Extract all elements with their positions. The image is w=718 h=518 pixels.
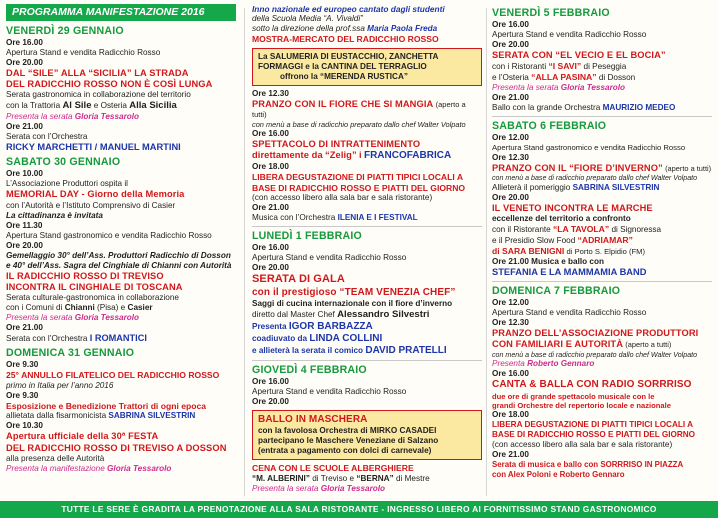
text: coadiuvato da <box>252 333 308 343</box>
event-title: IL RADICCHIO ROSSO DI TREVISO <box>6 270 164 281</box>
text: di Porto S. Elpidio (FM) <box>566 246 646 256</box>
orchestra-name: RICKY MARCHETTI / MANUEL MARTINI <box>6 141 181 152</box>
text-line <box>6 333 236 344</box>
presenter-line <box>492 359 712 369</box>
text: diretto dal Master Chef <box>252 309 335 319</box>
event-title: Apertura ufficiale della 30ª FESTA <box>6 431 159 442</box>
text-line <box>492 72 712 83</box>
text-line: L’Associazione Produttori ospita il <box>6 179 128 189</box>
presenter-line <box>6 464 236 474</box>
event-title: MEMORIAL DAY - Giorno della Memoria <box>6 189 185 200</box>
event-day-sat-30 <box>6 156 236 344</box>
host-name: LINDA COLLINI <box>309 332 383 344</box>
text-line <box>252 24 482 34</box>
school-name: “BERNA” <box>356 473 394 483</box>
event-title: SPETTACOLO DI INTRATTENIMENTO <box>252 138 421 149</box>
text-line: con menù a base di radicchio preparato dallo chef Walter Volpato <box>492 173 698 182</box>
text-line <box>252 474 482 484</box>
box-line: partecipano le Maschere Veneziane di Salzano <box>258 436 439 446</box>
presenter-name: Gloria Tessarolo <box>107 463 172 473</box>
presenter-line <box>6 313 236 323</box>
event-day-sun-7 <box>492 285 712 479</box>
text: Presenta la serata <box>492 83 559 93</box>
presenter-name: Gloria Tessarolo <box>74 111 140 121</box>
text-line: Apertura Stand e vendita Radicchio Rosso <box>252 253 407 263</box>
text: di Peseggia <box>583 62 627 72</box>
date-heading: VENERDÌ 29 GENNAIO <box>6 24 124 37</box>
event-title-line <box>252 150 482 162</box>
restaurant-name: “I SAVI” <box>548 61 582 72</box>
divider <box>492 116 712 117</box>
text: Presenta la serata <box>6 313 73 323</box>
event-title: LIBERA DEGUSTAZIONE DI PIATTI TIPICI LOCALI A <box>252 172 464 183</box>
box-line: (entrata a pagamento con dolci di carnevale) <box>258 446 432 456</box>
text: e il Presidio Slow Food <box>492 235 576 245</box>
restaurant-name: “LA TAVOLA” <box>553 223 610 234</box>
footer-banner: TUTTE LE SERE È GRADITA LA PRENOTAZIONE ALLA SALA RISTORANTE - INGRESSO LIBERO AI FORNITISSIMO STAND GASTRONOMICO <box>0 501 718 518</box>
text: Musica con l’Orchestra <box>252 213 336 223</box>
presenter-name: Gloria Tessarolo <box>320 483 386 493</box>
text: Serata con l’Orchestra <box>6 334 88 344</box>
venue-name: Al Sile <box>62 100 92 112</box>
event-title: Esposizione e Benedizione Trattori di ogni epoca <box>6 400 207 411</box>
text-line: due ore di grande spettacolo musicale con le <box>492 391 655 401</box>
text: Presenta <box>492 359 525 369</box>
text: Presenta la manifestazione <box>6 463 105 473</box>
text-line <box>6 100 236 112</box>
event-title: INCONTRA IL CINGHIALE DI TOSCANA <box>6 281 183 292</box>
band-name: STEFANIA E LA MAMMAMIA BAND <box>492 266 647 277</box>
text-line <box>492 257 712 267</box>
text-line: Gemellaggio 30° dell’Ass. Produttori Radicchio di Dosson <box>6 250 231 260</box>
event-title: SERATA CON “EL VECIO E EL BOCIA” <box>492 49 666 60</box>
ballo-box <box>252 410 482 460</box>
event-day-fri-29 <box>6 25 236 153</box>
date-heading: DOMENICA 7 FEBBRAIO <box>492 285 621 298</box>
text-line: alla presenza delle Autorità <box>6 453 105 463</box>
event-title: 25° ANNULLO FILATELICO DEL RADICCHIO ROSSO <box>6 370 220 381</box>
text-line <box>492 235 712 246</box>
box-line: FORMAGGI e la CANTINA DEL TERRAGLIO <box>258 61 427 71</box>
presenter-name: Gloria Tessarolo <box>560 83 626 93</box>
date-heading: SABATO 6 FEBBRAIO <box>492 120 607 133</box>
column-left <box>6 4 236 500</box>
text-line: Inno nazionale ed europeo cantato dagli studenti <box>252 4 445 14</box>
date-heading: LUNEDÌ 1 FEBBRAIO <box>252 230 362 243</box>
time: Ore 11.30 <box>6 220 43 230</box>
event-day-thu-4 <box>252 364 482 407</box>
text: sotto la direzione della prof.ssa <box>252 24 365 34</box>
event-title: DAL “SILE” ALLA “SICILIA” LA STRADA <box>6 67 189 78</box>
text-line: Serata gastronomica in collaborazione del territorio <box>6 90 191 100</box>
column-divider <box>486 8 487 496</box>
text: (Pisa) e <box>97 303 126 313</box>
text: di Dosson <box>598 73 636 83</box>
school-name: “M. ALBERINI” <box>252 473 310 483</box>
event-day-mon-1 <box>252 230 482 357</box>
event-title: DEL RADICCHIO ROSSO NON È COSÌ LUNGA <box>6 79 213 90</box>
event-day-sat-6 <box>492 120 712 278</box>
time: Ore 10.00 <box>6 169 43 179</box>
text-line <box>6 411 236 421</box>
restaurant-name: “ADRIAMAR” <box>577 234 633 245</box>
time: Ore 16.00 <box>252 377 289 387</box>
teacher-name: Maria Paola Freda <box>367 24 438 34</box>
text-line <box>492 61 712 72</box>
event-title: CENA CON LE SCUOLE ALBERGHIERE <box>252 463 414 474</box>
event-title: Serata di musica e ballo con SORRRISO IN PIAZZA <box>492 460 684 470</box>
text-line <box>492 103 712 113</box>
text-line: della Scuola Media “A. Vivaldi” <box>252 14 363 24</box>
presenter-line <box>252 484 482 494</box>
time: Ore 21.00 <box>6 121 43 131</box>
presenter-line <box>6 112 236 122</box>
text-line <box>252 345 482 357</box>
presenter-line <box>492 83 712 93</box>
text-line: (con accesso libero alla sala bar e sala ristorante) <box>492 440 673 450</box>
event-title: con il prestigioso “TEAM VENEZIA CHEF” <box>252 286 456 298</box>
text: e allieterà la serata il comico <box>252 346 364 356</box>
time: Ore 20.00 <box>492 39 529 49</box>
text: Allieterà il pomeriggio <box>492 182 571 192</box>
text: Presenta <box>252 321 287 331</box>
time: Ore 18.00 <box>252 162 289 172</box>
column-divider <box>244 8 245 496</box>
text: di Mestre <box>395 473 430 483</box>
time: Ore 21.00 <box>492 450 529 460</box>
time: Ore 21.00 <box>6 323 43 333</box>
text: e Osteria <box>93 101 127 111</box>
text-line <box>492 183 712 193</box>
time: Ore 16.00 <box>492 19 529 29</box>
text-line: Apertura Stand gastronomico e vendita Radicchio Rosso <box>492 143 686 153</box>
comedian-name: DAVID PRATELLI <box>365 345 447 357</box>
time: Ore 21.00 <box>492 93 529 103</box>
text-line: con Alex Poloni e Roberto Gennaro <box>492 469 625 479</box>
chef-name: Alessandro Silvestri <box>337 308 430 320</box>
time: Ore 16.00 <box>252 128 289 138</box>
text-line: primo in Italia per l’anno 2016 <box>6 380 114 390</box>
text-line: Apertura Stand e vendita Radicchio Rosso <box>492 308 647 318</box>
host-name: IGOR BARBAZZA <box>288 320 373 332</box>
event-title: MOSTRA-MERCATO DEL RADICCHIO ROSSO <box>252 34 439 45</box>
text-line: e 40° dell’Ass. Sagra del Cinghiale di Chianni con Autorità <box>6 260 232 270</box>
event-title: IL VENETO INCONTRA LE MARCHE <box>492 202 653 213</box>
text-line: La cittadinanza è invitata <box>6 210 103 220</box>
time: Ore 9.30 <box>6 390 39 400</box>
time: Ore 18.00 <box>492 410 529 420</box>
presenter-name: Gloria Tessarolo <box>74 313 140 323</box>
text-line: Serata culturale-gastronomica in collaborazione <box>6 293 179 303</box>
text: con il Ristorante <box>492 224 551 234</box>
time: Ore 12.00 <box>492 133 529 143</box>
text-line <box>492 224 712 235</box>
text: di Signoressa <box>611 224 662 234</box>
box-line: con la favolosa Orchestra di MIRKO CASADEI <box>258 426 437 436</box>
column-middle <box>252 4 482 500</box>
text: Presenta la serata <box>6 111 73 121</box>
time: Ore 16.00 <box>6 37 43 47</box>
text-line: Apertura Stand e vendita Radicchio Rosso <box>252 387 407 397</box>
venue-name: Alla Sicilia <box>129 100 177 112</box>
text-line: Saggi di cucina internazionale con il fiore d’inverno <box>252 298 453 308</box>
time: Ore 16.00 <box>252 243 289 253</box>
event-title: PRANZO CON IL “FIORE D’INVERNO” <box>492 162 663 173</box>
text-line: (con accesso libero alla sala bar e sala ristorante) <box>252 193 433 203</box>
divider <box>492 281 712 282</box>
box-line: BALLO IN MASCHERA <box>258 414 368 426</box>
text-line: eccellenze del territorio a confronto <box>492 213 631 223</box>
time: Ore 21.00 <box>252 203 289 213</box>
event-day-sun-31 <box>6 347 236 474</box>
time: Ore 10.30 <box>6 421 43 431</box>
text: direttamente da <box>252 150 323 161</box>
time: Ore 12.30 <box>252 88 289 98</box>
text-line: Apertura Stand e vendita Radicchio Rosso <box>6 47 161 57</box>
divider <box>252 360 482 361</box>
event-title: CON FAMILIARI E AUTORITÀ <box>492 339 624 350</box>
text-line: Serata con l’Orchestra <box>6 131 88 141</box>
presenter-name: Roberto Gennaro <box>527 359 595 369</box>
restaurant-name: “ALLA PASINA” <box>531 72 597 83</box>
box-line: La SALUMERIA DI EUSTACCHIO, ZANCHETTA <box>258 51 439 61</box>
text: “Zelig” <box>325 150 357 161</box>
text: i <box>359 150 362 161</box>
text: con i Ristoranti <box>492 62 547 72</box>
event-title: PRANZO CON IL FIORE CHE SI MANGIA <box>252 98 434 109</box>
text: (aperto a tutti) <box>625 340 672 350</box>
text: e l’Osteria <box>492 73 529 83</box>
artist-name: SABRINA SILVESTRIN <box>108 411 196 421</box>
text-line <box>492 246 712 257</box>
time: Ore 20.00 <box>492 192 529 202</box>
text: Musica e ballo con <box>531 256 604 266</box>
time: Ore 12.30 <box>492 152 529 162</box>
event-title: BASE DI RADICCHIO ROSSO E PIATTI DEL GIORNO <box>492 430 696 440</box>
text: allietata dalla fisarmonicista <box>6 411 107 421</box>
column-right <box>492 4 712 500</box>
text-line <box>252 309 482 321</box>
town-name: Casier <box>127 303 153 313</box>
text-line: grandi Orchestre del repertorio locale e nazionale <box>492 400 671 410</box>
text: Presenta la serata <box>252 483 319 493</box>
text: di Treviso e <box>312 473 355 483</box>
event-title-line <box>252 99 482 120</box>
time: Ore 12.00 <box>492 298 529 308</box>
event-day-fri-5 <box>492 7 712 113</box>
text-line: Apertura Stand gastronomico e vendita Radicchio Rosso <box>6 230 212 240</box>
text-line: con menù a base di radicchio preparato dallo chef Walter Volpato <box>492 350 698 359</box>
time: Ore 16.00 <box>492 369 529 379</box>
town-name: Chianni <box>64 303 95 313</box>
time: Ore 20.00 <box>6 240 43 250</box>
artist-name: FRANCOFABRICA <box>363 150 452 162</box>
time: Ore 12.30 <box>492 318 529 328</box>
event-title: CANTA & BALLA CON RADIO SORRRISO <box>492 379 692 391</box>
chef-name: di SARA BENIGNI <box>492 245 565 256</box>
program-title: PROGRAMMA MANIFESTAZIONE 2016 <box>6 4 236 21</box>
text-line: con l’Autorità e l’Istituto Comprensivo di Casier <box>6 200 176 210</box>
date-heading: SABATO 30 GENNAIO <box>6 156 121 169</box>
text: con i Comuni di <box>6 303 63 313</box>
box-line: offrono la “MERENDA RUSTICA” <box>280 71 408 81</box>
event-title: SERATA DI GALA <box>252 273 345 286</box>
time: Ore 9.30 <box>6 360 39 370</box>
event-title: BASE DI RADICCHIO ROSSO E PIATTI DEL GIORNO <box>252 182 466 193</box>
time: Ore 20.00 <box>252 263 289 273</box>
text-line <box>6 303 236 313</box>
artist-name: SABRINA SILVESTRIN <box>572 182 660 192</box>
divider <box>252 226 482 227</box>
time: Ore 21.00 <box>492 256 529 266</box>
text: Ballo con la grande Orchestra <box>492 103 601 113</box>
text-line: Apertura Stand e vendita Radicchio Rosso <box>492 29 647 39</box>
event-title: DEL RADICCHIO ROSSO DI TREVISO A DOSSON <box>6 442 227 453</box>
merenda-box <box>252 48 482 86</box>
orchestra-name: I ROMANTICI <box>89 333 147 344</box>
text-line <box>252 213 482 223</box>
date-heading: GIOVEDÌ 4 FEBBRAIO <box>252 364 367 377</box>
date-heading: DOMENICA 31 GENNAIO <box>6 347 135 360</box>
date-heading: VENERDÌ 5 FEBBRAIO <box>492 7 610 19</box>
text-line <box>252 333 482 345</box>
time: Ore 20.00 <box>6 57 43 67</box>
text-line: con menù a base di radicchio preparato dallo chef Walter Volpato <box>252 119 466 129</box>
orchestra-name: MAURIZIO MEDEO <box>602 103 676 113</box>
text: con la Trattoria <box>6 101 61 111</box>
event-title: PRANZO DELL’ASSOCIAZIONE PRODUTTORI <box>492 328 699 339</box>
event-title-line <box>492 163 712 174</box>
text-line <box>252 321 482 333</box>
text: (aperto a tutti) <box>665 163 712 173</box>
event-title-line <box>492 339 712 350</box>
text: (aperto a tutti) <box>252 99 466 119</box>
orchestra-name: ILENIA E I FESTIVAL <box>337 213 418 223</box>
event-title: LIBERA DEGUSTAZIONE DI PIATTI TIPICI LOCALI A <box>492 420 694 430</box>
time: Ore 20.00 <box>252 397 289 407</box>
